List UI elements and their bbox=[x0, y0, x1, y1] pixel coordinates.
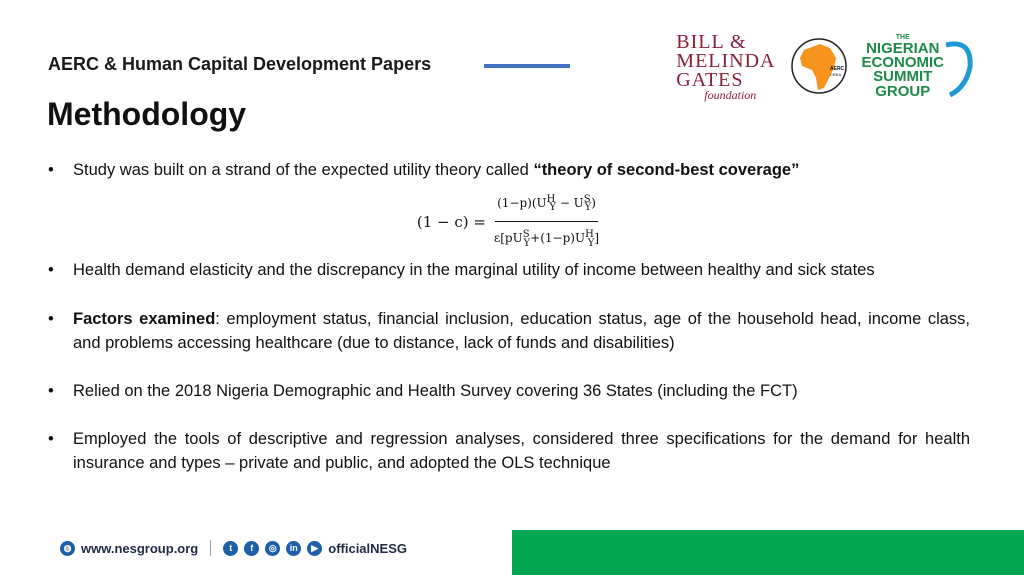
formula-denominator: $\varepsilon[pU^S_Y+(1-p)U^H_Y]$ bbox=[493, 229, 600, 249]
bullet-text: Relied on the 2018 Nigeria Demographic and Health Survey covering 36 States (including the FCT) bbox=[73, 382, 798, 400]
facebook-icon[interactable]: f bbox=[244, 541, 259, 556]
nesg-logo-line: SUMMIT bbox=[873, 68, 933, 86]
gates-foundation-logo bbox=[676, 30, 776, 102]
youtube-icon[interactable]: ▶ bbox=[307, 541, 322, 556]
header-accent-rule bbox=[484, 64, 570, 68]
linkedin-icon[interactable]: in bbox=[286, 541, 301, 556]
bullet-survey bbox=[46, 379, 970, 403]
bullet-theory bbox=[46, 158, 970, 182]
footer-website-link[interactable]: www.nesgroup.org bbox=[81, 540, 199, 556]
footer-divider bbox=[210, 540, 211, 556]
nesg-logo-line: GROUP bbox=[875, 82, 931, 100]
twitter-icon[interactable]: t bbox=[223, 541, 238, 556]
header-title: AERC & Human Capital Development Papers bbox=[48, 54, 432, 74]
formula-lhs: (1 − c) = bbox=[416, 212, 486, 231]
footer bbox=[60, 540, 407, 556]
globe-icon: ◍ bbox=[60, 541, 75, 556]
instagram-icon[interactable]: ◎ bbox=[265, 541, 280, 556]
nesg-swoosh-icon bbox=[944, 37, 974, 97]
bullet-text: Employed the tools of descriptive and regression analyses, considered three specifications for the demand for health insurance and types – private and public, and adopted the OLS technique bbox=[73, 430, 970, 472]
bullet-lead: Factors examined bbox=[73, 310, 216, 328]
gates-logo-line: BILL & bbox=[676, 30, 747, 53]
svg-text:CREA: CREA bbox=[829, 72, 841, 77]
coverage-formula bbox=[46, 188, 970, 249]
partner-logos bbox=[676, 32, 974, 102]
nesg-logo-line: NIGERIAN bbox=[866, 39, 940, 57]
footer-handle-link[interactable]: officialNESG bbox=[328, 540, 407, 556]
formula-numerator: $(1-p)(U^H_Y - U^S_Y)$ bbox=[495, 188, 598, 222]
bullet-factors bbox=[46, 307, 970, 355]
nesg-logo-line: ECONOMIC bbox=[861, 54, 944, 72]
bullet-tools bbox=[46, 427, 970, 475]
gates-logo-line: foundation bbox=[704, 87, 757, 102]
methodology-bullets bbox=[46, 158, 970, 475]
nesg-logo-small: THE bbox=[895, 34, 910, 42]
nesg-logo bbox=[862, 35, 975, 99]
bullet-emphasis: “theory of second-best coverage” bbox=[533, 161, 800, 179]
aerc-logo bbox=[790, 32, 848, 102]
svg-text:AERC: AERC bbox=[829, 66, 844, 72]
page-title: Methodology bbox=[47, 96, 247, 132]
bullet-text: Study was built on a strand of the expected utility theory called bbox=[73, 161, 534, 179]
bullet-text: : employment status, financial inclusion, education status, age of the household head, income class, and problems accessing healthcare (due to distance, lack of funds and disabilities) bbox=[73, 310, 970, 352]
bullet-elasticity bbox=[46, 258, 970, 282]
gates-logo-line: MELINDA bbox=[676, 49, 776, 72]
bullet-text: Health demand elasticity and the discrepancy in the marginal utility of income between healthy and sick states bbox=[73, 261, 875, 279]
footer-green-band bbox=[512, 530, 1024, 575]
gates-logo-line: GATES bbox=[676, 68, 744, 91]
